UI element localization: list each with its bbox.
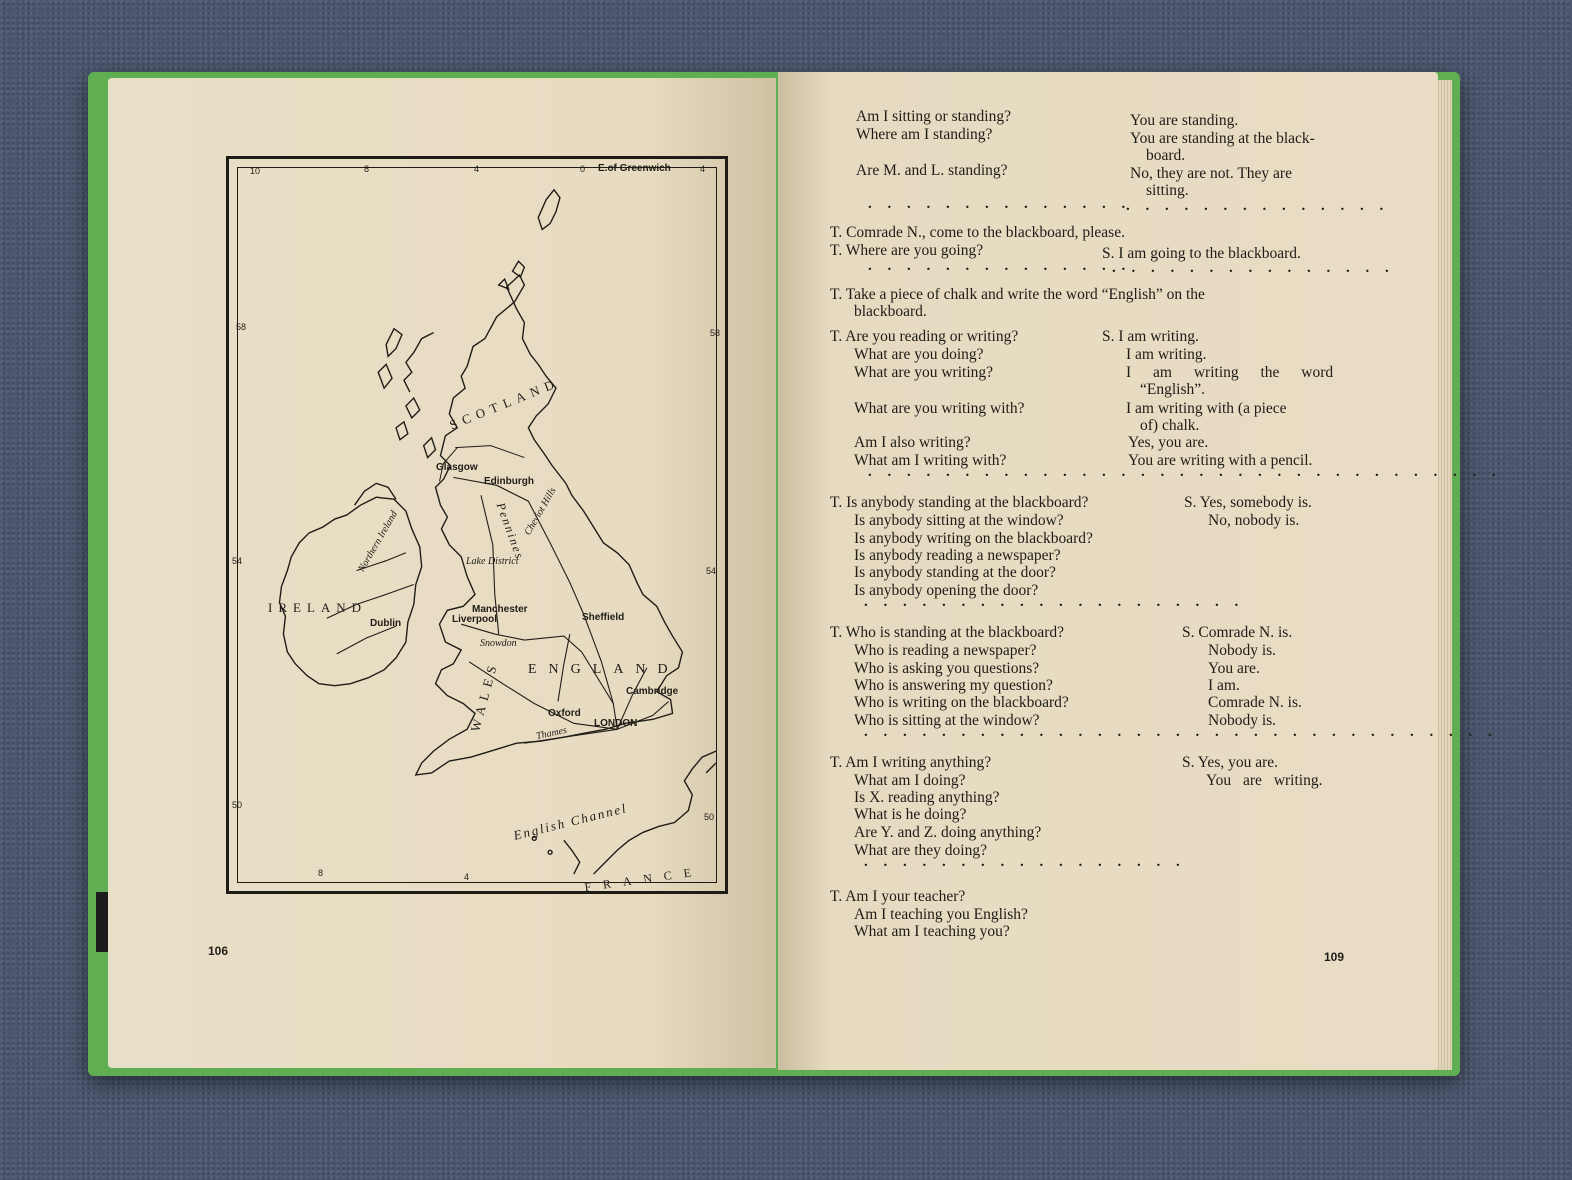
map-inner-border (237, 167, 717, 883)
city-london: LONDON (594, 718, 638, 729)
city-manchester: Manchester (472, 604, 528, 615)
q-line: Am I also writing? (854, 434, 971, 451)
a-line-cont: of) chalk. (1140, 417, 1200, 434)
q-line: What are you doing? (854, 346, 984, 363)
q-line: T. Are you reading or writing? (830, 328, 1019, 345)
a-line: You are. (1208, 660, 1260, 677)
a-line: You are writing with a pencil. (1128, 452, 1313, 469)
left-page (108, 78, 776, 1068)
q-line: Where am I standing? (856, 126, 993, 143)
q-line: Is anybody writing on the blackboard? (854, 530, 1093, 547)
tick-top-10: 10 (250, 166, 261, 176)
q-line: Is anybody standing at the door? (854, 564, 1056, 581)
a-line: No, nobody is. (1208, 512, 1300, 529)
dotted-separator: . . . . . . . . . . . . . . . . . . . . . . . . . . . . . . . . . (868, 464, 1502, 480)
q-line: Are Y. and Z. doing anything? (854, 824, 1042, 841)
q-line: Am I teaching you English? (854, 906, 1028, 923)
q-line: Who is reading a newspaper? (854, 642, 1037, 659)
label-france: FRANCE (583, 863, 704, 895)
tick-bottom-4: 4 (464, 872, 470, 882)
dotted-separator: . . . . . . . . . . . . . . . . . (864, 854, 1186, 870)
q-line: What are you writing? (854, 364, 994, 381)
a-line: Nobody is. (1208, 712, 1277, 729)
q-line: T. Take a piece of chalk and write the word “English” on the (830, 286, 1205, 303)
a-line: S. Comrade N. is. (1182, 624, 1293, 641)
a-line: You are writing. (1206, 772, 1323, 789)
q-line: Is X. reading anything? (854, 789, 1000, 806)
lat-left-58: 58 (236, 322, 247, 332)
city-oxford: Oxford (548, 708, 581, 719)
q-line: Is anybody reading a newspaper? (854, 547, 1061, 564)
q-line: Who is answering my question? (854, 677, 1053, 694)
label-scotland: SCOTLAND (447, 374, 562, 433)
dotted-separator: . . . . . . . . . . . . . . . . . . . . (864, 594, 1245, 610)
a-line: I am writing the word (1126, 364, 1334, 381)
q-line: T. Is anybody standing at the blackboard? (830, 494, 1089, 511)
q-line: T. Comrade N., come to the blackboard, please. (830, 224, 1125, 241)
label-thames: Thames (535, 724, 568, 743)
great-britain-outline (416, 275, 683, 775)
a-line-cont: board. (1146, 147, 1186, 164)
q-line: What am I writing with? (854, 452, 1007, 469)
page-edges (1436, 80, 1452, 1070)
a-line: S. I am going to the blackboard. (1102, 245, 1301, 262)
a-line: S. Yes, somebody is. (1184, 494, 1312, 511)
a-line: You are standing at the black- (1130, 130, 1315, 147)
q-line: What is he doing? (854, 806, 967, 823)
q-line: Are M. and L. standing? (856, 162, 1008, 179)
ireland-outline (279, 497, 421, 685)
q-line: What am I doing? (854, 772, 966, 789)
lat-left-50: 50 (232, 800, 243, 810)
dotted-separator: . . . . . . . . . . . . . . (1126, 198, 1390, 214)
map-title-greenwich: E.of Greenwich (598, 163, 671, 174)
right-page (778, 72, 1502, 1070)
dotted-separator: . . . . . . . . . . . . . . . (1112, 260, 1395, 276)
tick-top-4: 4 (474, 164, 480, 174)
label-snowdon: Snowdon (480, 638, 517, 649)
dotted-separator: . . . . . . . . . . . . . . (868, 196, 1132, 212)
q-line: What are they doing? (854, 842, 987, 859)
label-northern-ireland: Northern Ireland (356, 509, 400, 574)
label-pennines: Pennines (493, 500, 528, 562)
q-line: T. Where are you going? (830, 242, 984, 259)
label-ireland: IRELAND (268, 600, 368, 615)
tick-top-8: 8 (364, 164, 370, 174)
q-line: Who is writing on the blackboard? (854, 694, 1069, 711)
q-line: Who is sitting at the window? (854, 712, 1040, 729)
q-line: Am I sitting or standing? (856, 108, 1011, 125)
tick-top-0: 0 (580, 164, 586, 174)
city-sheffield: Sheffield (582, 612, 625, 623)
a-line: S. I am writing. (1102, 328, 1199, 345)
label-england: ENGLAND (528, 662, 680, 677)
city-liverpool: Liverpool (452, 614, 498, 625)
tick-top-right-4: 4 (700, 164, 706, 174)
a-line: You are standing. (1130, 112, 1239, 129)
q-line: Is anybody sitting at the window? (854, 512, 1064, 529)
map-drawing (238, 168, 716, 882)
lat-right-50: 50 (704, 812, 715, 822)
q-line: T. Am I your teacher? (830, 888, 966, 905)
a-line: Yes, you are. (1128, 434, 1209, 451)
a-line-cont: sitting. (1146, 182, 1189, 199)
q-line: What are you writing with? (854, 400, 1025, 417)
q-line: Who is asking you questions? (854, 660, 1040, 677)
a-line: I am writing. (1126, 346, 1207, 363)
a-line: I am writing with (a piece (1126, 400, 1287, 417)
q-line: T. Who is standing at the blackboard? (830, 624, 1065, 641)
a-line: No, they are not. They are (1130, 165, 1292, 182)
page-number-left: 106 (208, 944, 229, 958)
label-wales: WALES (467, 658, 501, 734)
q-line: T. Am I writing anything? (830, 754, 992, 771)
lat-right-54: 54 (706, 566, 717, 576)
dotted-separator: . . . . . . . . . . . . . . (868, 258, 1132, 274)
q-line: Is anybody opening the door? (854, 582, 1039, 599)
page-number-right: 109 (1324, 950, 1345, 964)
label-lake-district: Lake District (466, 556, 519, 567)
city-cambridge: Cambridge (626, 686, 679, 697)
city-glasgow: Glasgow (436, 462, 478, 473)
dotted-separator: . . . . . . . . . . . . . . . . . . . . . . . . . . . . . . . . . (864, 724, 1498, 740)
label-cheviot-hills: Cheviot Hills (522, 485, 559, 538)
a-line: I am. (1208, 677, 1240, 694)
tick-bottom-8: 8 (318, 868, 324, 878)
q-line-cont: blackboard. (854, 303, 927, 320)
a-line-cont: “English”. (1140, 381, 1205, 398)
city-dublin: Dublin (370, 618, 402, 629)
city-edinburgh: Edinburgh (484, 476, 534, 487)
map-of-british-isles (226, 156, 728, 894)
lat-left-54: 54 (232, 556, 243, 566)
lat-right-58: 58 (710, 328, 721, 338)
a-line: Comrade N. is. (1208, 694, 1302, 711)
q-line: What am I teaching you? (854, 923, 1010, 940)
label-english-channel: English Channel (511, 800, 629, 843)
a-line: S. Yes, you are. (1182, 754, 1279, 771)
a-line: Nobody is. (1208, 642, 1277, 659)
